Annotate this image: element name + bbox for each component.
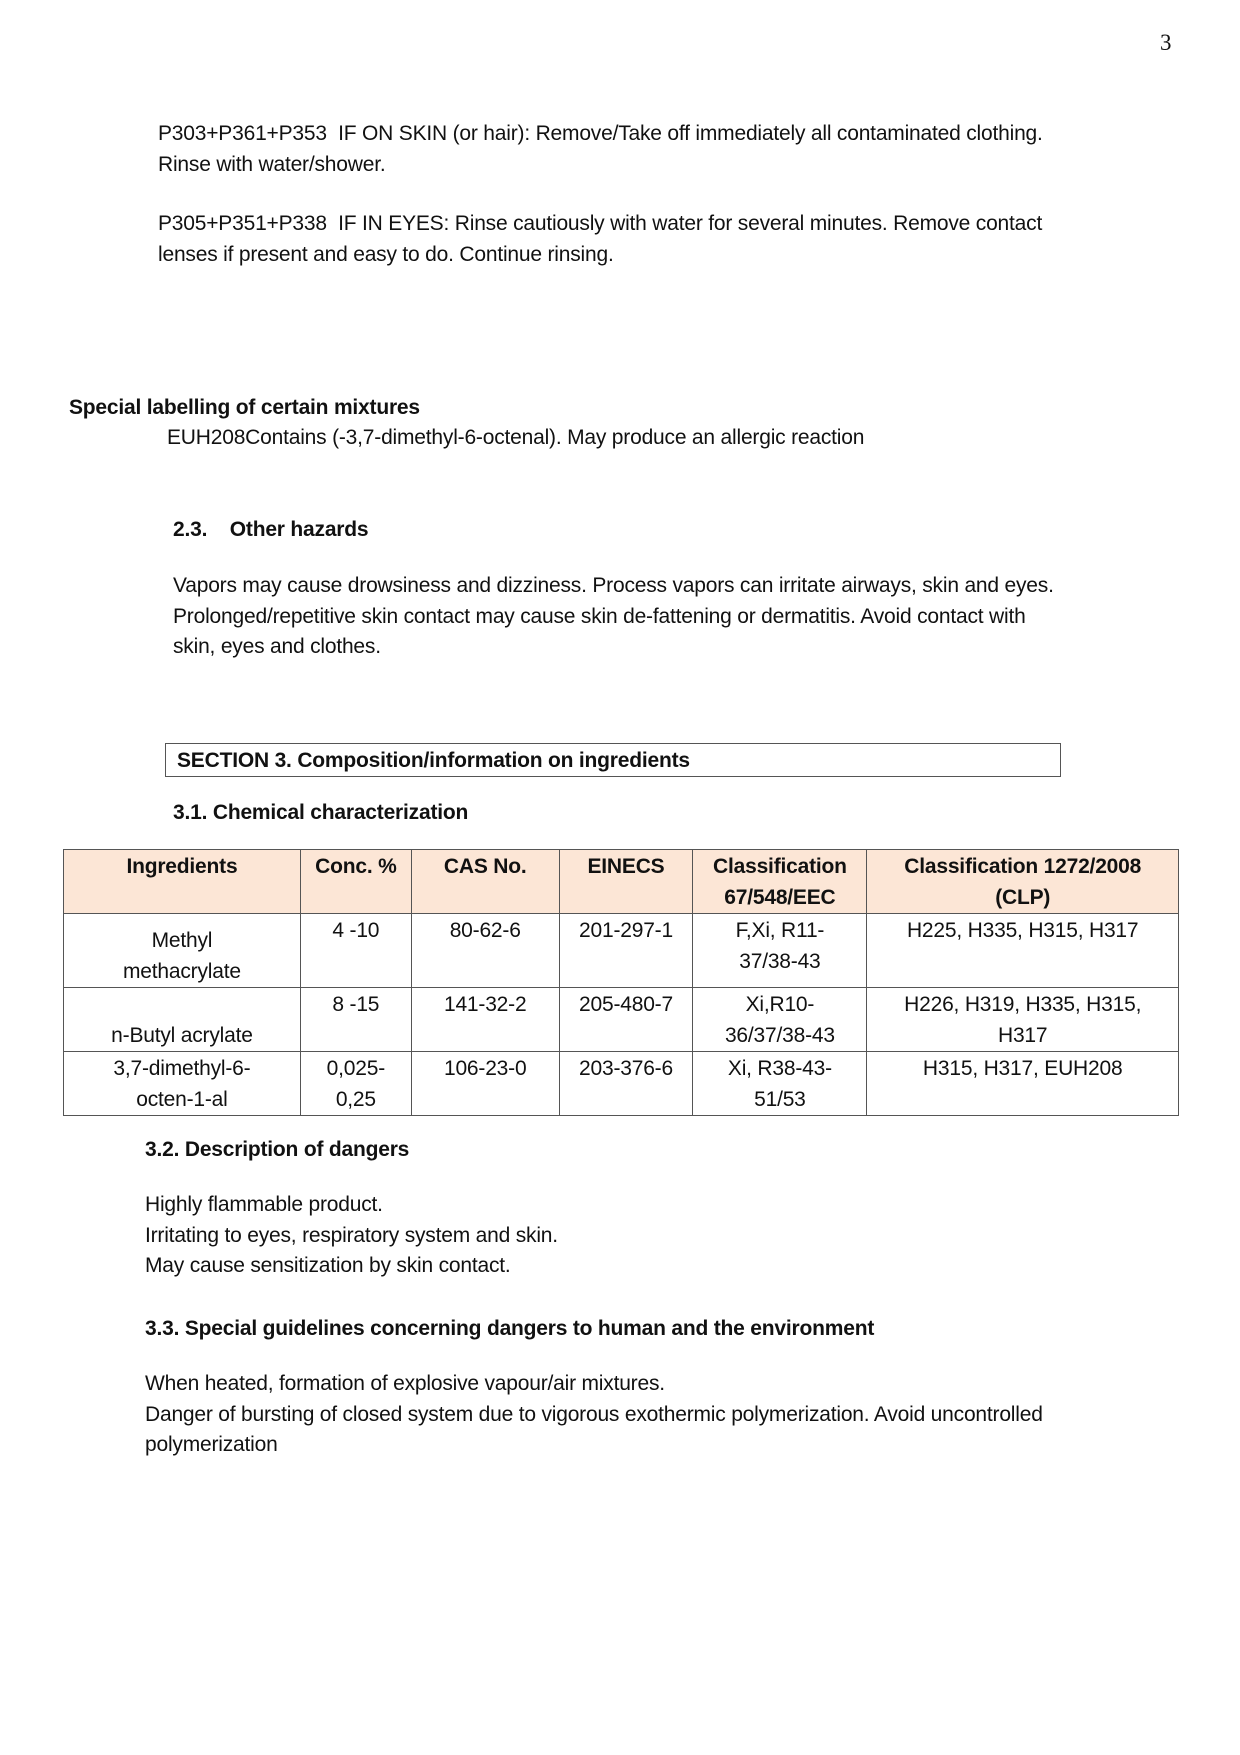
cell-classification-clp: H315, H317, EUH208 (867, 1052, 1179, 1116)
other-hazards-heading: 2.3. Other hazards (173, 518, 369, 541)
special-guidelines-heading: 3.3. Special guidelines concerning dangers to human and the environment (145, 1317, 875, 1340)
table-row (64, 988, 1179, 1052)
header-classification-eec: Classification 67/548/EEC (693, 850, 867, 914)
header-classification-clp: Classification 1272/2008 (CLP) (867, 850, 1179, 914)
table-header-row (64, 850, 1179, 914)
precautionary-statement-skin (158, 119, 1178, 180)
cell-classification-eec: Xi,R10-36/37/38-43 (693, 988, 867, 1052)
header-cas: CAS No. (411, 850, 559, 914)
hazard-line: skin, eyes and clothes. (173, 635, 381, 658)
description-of-dangers-heading: 3.2. Description of dangers (145, 1138, 410, 1161)
danger-line: Irritating to eyes, respiratory system and skin. (145, 1223, 558, 1247)
special-labelling-heading: Special labelling of certain mixtures (69, 396, 420, 419)
cell-classification-eec: Xi, R38-43-51/53 (693, 1052, 867, 1116)
header-conc: Conc. % (300, 850, 411, 914)
statement-line: lenses if present and easy to do. Continue rinsing. (158, 242, 614, 266)
cell-classification-clp: H226, H319, H335, H315, H317 (867, 988, 1179, 1052)
cell-cas: 80-62-6 (411, 914, 559, 988)
statement-line: P305+P351+P338 IF IN EYES: Rinse cautiously with water for several minutes. Remove contact (158, 212, 1043, 235)
hazard-line: Prolonged/repetitive skin contact may cause skin de-fattening or dermatitis. Avoid contact with (173, 604, 1026, 628)
chemical-characterization-heading: 3.1. Chemical characterization (173, 801, 469, 824)
special-guidelines-text (145, 1369, 1185, 1461)
cell-ingredient: Methyl methacrylate (64, 914, 301, 988)
danger-line: May cause sensitization by skin contact. (145, 1254, 511, 1277)
table-row (64, 914, 1179, 988)
cell-conc: 4 -10 (300, 914, 411, 988)
special-labelling-text: EUH208Contains (-3,7-dimethyl-6-octenal). May produce an allergic reaction (167, 426, 865, 449)
header-ingredients: Ingredients (64, 850, 301, 914)
cell-ingredient: n-Butyl acrylate (64, 988, 301, 1052)
page-number: 3 (1160, 30, 1172, 55)
ingredients-table (63, 849, 1179, 1116)
cell-einecs: 203-376-6 (559, 1052, 693, 1116)
cell-conc: 0,025-0,25 (300, 1052, 411, 1116)
cell-einecs: 201-297-1 (559, 914, 693, 988)
cell-classification-eec: F,Xi, R11-37/38-43 (693, 914, 867, 988)
guideline-line: When heated, formation of explosive vapour/air mixtures. (145, 1372, 665, 1395)
header-einecs: EINECS (559, 850, 693, 914)
description-of-dangers-text (145, 1190, 558, 1282)
cell-cas: 141-32-2 (411, 988, 559, 1052)
section-3-title: SECTION 3. Composition/information on ingredients (165, 743, 1061, 777)
table-row (64, 1052, 1179, 1116)
guideline-line: Danger of bursting of closed system due to vigorous exothermic polymerization. Avoid uncontrolled (145, 1402, 1043, 1426)
precautionary-statement-eyes (158, 209, 1178, 270)
guideline-line: polymerization (145, 1433, 278, 1456)
cell-conc: 8 -15 (300, 988, 411, 1052)
hazard-line: Vapors may cause drowsiness and dizziness. Process vapors can irritate airways, skin and eyes. (173, 574, 1054, 597)
danger-line: Highly flammable product. (145, 1193, 383, 1216)
cell-einecs: 205-480-7 (559, 988, 693, 1052)
cell-classification-clp: H225, H335, H315, H317 (867, 914, 1179, 988)
statement-line: Rinse with water/shower. (158, 152, 386, 176)
statement-line: P303+P361+P353 IF ON SKIN (or hair): Remove/Take off immediately all contaminated clothing. (158, 122, 1043, 145)
cell-cas: 106-23-0 (411, 1052, 559, 1116)
other-hazards-text (173, 571, 1183, 663)
cell-ingredient: 3,7-dimethyl-6-octen-1-al (64, 1052, 301, 1116)
